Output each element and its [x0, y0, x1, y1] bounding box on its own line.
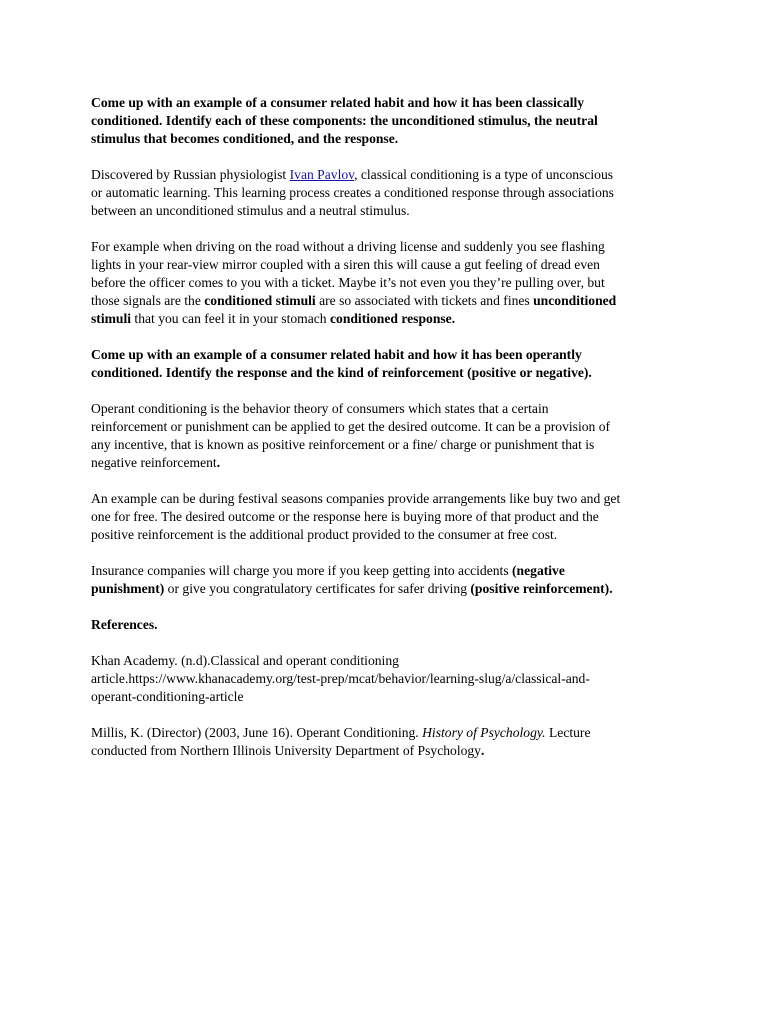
- text-run: conducted from Northern Illinois University Department of Psychology: [91, 743, 481, 758]
- paragraph-line: lights in your rear-view mirror coupled with a siren this will cause a gut feeling of dread even: [91, 257, 600, 272]
- paragraph-line: any incentive, that is known as positive reinforcement or a fine/ charge or punishment that is: [91, 437, 595, 452]
- text-run: that you can feel it in your stomach: [131, 311, 330, 326]
- bold-period: .: [480, 743, 485, 758]
- bold-term: (negative: [512, 563, 565, 578]
- paragraph-classical-definition: [91, 166, 668, 220]
- question-line: conditioned. Identify each of these components: the unconditioned stimulus, the neutral: [91, 113, 598, 128]
- paragraph-line: [91, 310, 668, 328]
- reference-line: [91, 724, 668, 742]
- paragraph-line: before the officer comes to you with a ticket. Maybe it’s not even you they’re pulling over, but: [91, 275, 605, 290]
- paragraph-operant-example: [91, 490, 668, 544]
- text-run: Insurance companies will charge you more if you keep getting into accidents: [91, 563, 513, 578]
- reference-line: Khan Academy. (n.d).Classical and operant conditioning: [91, 653, 399, 668]
- text-run: Millis, K. (Director) (2003, June 16). Operant Conditioning.: [91, 725, 423, 740]
- text-run: are so associated with tickets and fines: [315, 293, 534, 308]
- reference-line: [91, 742, 668, 760]
- paragraph-line: An example can be during festival seasons companies provide arrangements like buy two and get: [91, 491, 621, 506]
- paragraph-line: For example when driving on the road without a driving license and suddenly you see flashing: [91, 239, 605, 254]
- text-run: those signals are the: [91, 293, 205, 308]
- paragraph-line: [91, 166, 668, 184]
- bold-term: conditioned response.: [329, 311, 456, 326]
- paragraph-line: [91, 562, 668, 580]
- question-line: Come up with an example of a consumer related habit and how it has been operantly: [91, 347, 582, 362]
- text-run: or give you congratulatory certificates for safer driving: [164, 581, 471, 596]
- bold-term: punishment): [91, 581, 165, 596]
- bold-term: conditioned stimuli: [204, 293, 316, 308]
- text-run: Lecture: [545, 725, 591, 740]
- paragraph-line: [91, 454, 668, 472]
- reference-millis: [91, 724, 668, 760]
- reference-khan-academy: [91, 652, 668, 706]
- text-run: negative reinforcement: [91, 455, 217, 470]
- reference-line: article.https://www.khanacademy.org/test-prep/mcat/behavior/learning-slug/a/classical-and-: [91, 671, 590, 686]
- paragraph-insurance-example: [91, 562, 668, 598]
- italic-title: History of Psychology.: [422, 725, 546, 740]
- paragraph-operant-definition: [91, 400, 668, 472]
- bold-term: stimuli: [91, 311, 132, 326]
- bold-term: (positive reinforcement).: [470, 581, 613, 596]
- question-operant-conditioning: [91, 346, 668, 382]
- question-line: Come up with an example of a consumer related habit and how it has been classically: [91, 95, 585, 110]
- bold-term: unconditioned: [533, 293, 617, 308]
- paragraph-line: [91, 580, 668, 598]
- question-classical-conditioning: [91, 94, 668, 148]
- question-line: stimulus that becomes conditioned, and the response.: [91, 131, 399, 146]
- reference-line: operant-conditioning-article: [91, 689, 244, 704]
- heading-line: References.: [91, 617, 158, 632]
- paragraph-line: Operant conditioning is the behavior theory of consumers which states that a certain: [91, 401, 549, 416]
- bold-period: .: [216, 455, 221, 470]
- paragraph-line: one for free. The desired outcome or the response here is buying more of that product and the: [91, 509, 599, 524]
- paragraph-line: positive reinforcement is the additional product provided to the consumer at free cost.: [91, 527, 558, 542]
- text-run: Discovered by Russian physiologist: [91, 167, 290, 182]
- ivan-pavlov-link[interactable]: Ivan Pavlov: [289, 167, 355, 182]
- paragraph-line: reinforcement or punishment can be applied to get the desired outcome. It can be a provision of: [91, 419, 611, 434]
- paragraph-line: between an unconditioned stimulus and a neutral stimulus.: [91, 203, 410, 218]
- paragraph-line: or automatic learning. This learning process creates a conditioned response through associations: [91, 185, 614, 200]
- references-heading: [91, 616, 668, 634]
- question-line: conditioned. Identify the response and the kind of reinforcement (positive or negative).: [91, 365, 592, 380]
- paragraph-line: [91, 292, 668, 310]
- text-run: , classical conditioning is a type of unconscious: [354, 167, 614, 182]
- paragraph-classical-example: [91, 238, 668, 328]
